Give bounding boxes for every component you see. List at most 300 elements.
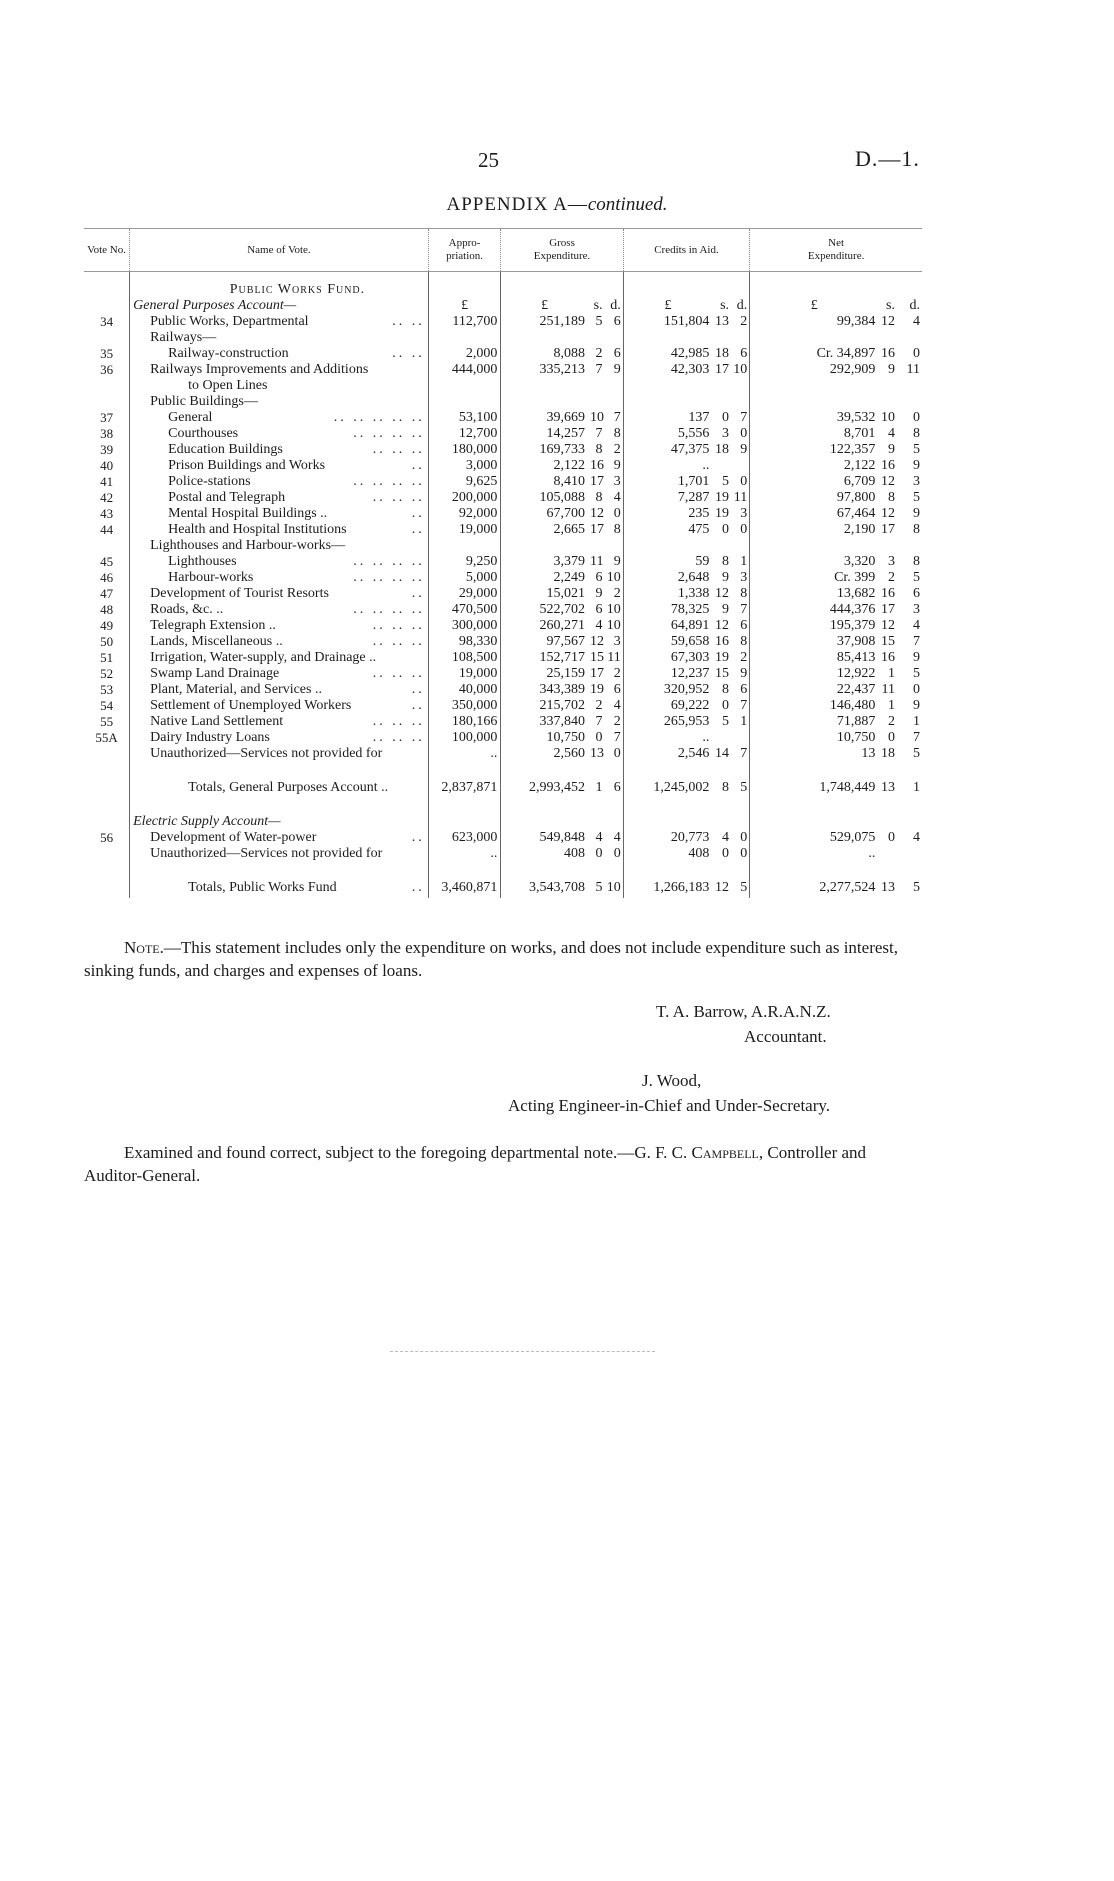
- gross-shillings: 17: [589, 474, 604, 489]
- vote-name-cell: [130, 778, 429, 798]
- net-pounds: 97,800: [750, 490, 879, 506]
- credits-shillings: [712, 378, 731, 394]
- net-pounds: 10,750: [750, 730, 879, 746]
- vote-name: Public Works, Departmental: [150, 314, 309, 329]
- table-row: [84, 538, 922, 554]
- leader-dots: .. .. ..: [372, 666, 425, 681]
- credits-shillings: 4: [722, 830, 730, 845]
- credits-pence: 5: [740, 880, 748, 895]
- vote-number: 47: [100, 586, 114, 601]
- vote-number: [84, 878, 130, 898]
- appropriation-value: 19,000: [428, 666, 501, 682]
- vote-number: 35: [100, 346, 114, 361]
- net-pence: 9: [913, 698, 920, 713]
- gross-shillings: 17: [589, 522, 604, 537]
- gross-shillings: [588, 330, 605, 346]
- leader-dots: ..: [411, 458, 425, 473]
- credits-pence: 10: [733, 362, 748, 377]
- net-shillings: 4: [887, 426, 895, 441]
- unit-net-pounds: £: [750, 298, 879, 314]
- net-pence: 5: [913, 442, 920, 457]
- vote-name-cell: [130, 634, 429, 650]
- net-shillings: 17: [880, 522, 895, 537]
- credits-pence: 0: [740, 522, 748, 537]
- vote-name-cell: [130, 602, 429, 618]
- vote-name: Native Land Settlement: [150, 714, 284, 729]
- credits-pence: 7: [740, 746, 748, 761]
- credits-pence: [731, 458, 750, 474]
- credits-shillings: 19: [715, 506, 730, 521]
- net-pounds: 39,532: [750, 410, 879, 426]
- leader-dots: .. .. ..: [372, 730, 425, 745]
- net-shillings: 10: [880, 410, 895, 425]
- units-row: [84, 298, 922, 314]
- table-row: [84, 714, 922, 730]
- gross-pounds: 260,271: [501, 618, 588, 634]
- gross-pounds: 3,379: [501, 554, 588, 570]
- gross-shillings: 11: [589, 554, 604, 569]
- credits-shillings: 16: [715, 634, 730, 649]
- leader-dots: .. .. .. ..: [353, 474, 425, 489]
- appropriation-value: 92,000: [428, 506, 501, 522]
- appropriation-value: 180,000: [428, 442, 501, 458]
- vote-name: Totals, Public Works Fund: [188, 880, 337, 895]
- leader-dots: .. .. ..: [372, 618, 425, 633]
- gross-pence: 10: [606, 618, 621, 633]
- net-shillings: 11: [881, 682, 895, 697]
- net-shillings: 13: [880, 880, 895, 895]
- vote-name: Totals, General Purposes Account ..: [188, 780, 389, 795]
- vote-name-cell: [130, 846, 429, 862]
- credits-shillings: 17: [715, 362, 730, 377]
- vote-number: 36: [100, 362, 114, 377]
- credits-pounds: 59,658: [623, 634, 712, 650]
- gross-pounds: [501, 394, 588, 410]
- credits-pounds: [623, 394, 712, 410]
- table-row: [84, 490, 922, 506]
- gross-pounds: 10,750: [501, 730, 588, 746]
- vote-name-cell: [130, 314, 429, 330]
- credits-shillings: 9: [722, 602, 730, 617]
- credits-pounds: 59: [623, 554, 712, 570]
- net-pounds: Cr. 399: [750, 570, 879, 586]
- table-row: [84, 394, 922, 410]
- gross-pence: 2: [613, 442, 621, 457]
- gross-pence: 6: [613, 682, 621, 697]
- gross-pence: 9: [613, 362, 621, 377]
- net-pence: 5: [913, 746, 920, 761]
- net-shillings: [878, 538, 897, 554]
- vote-name-cell: [130, 538, 429, 554]
- appendix-title-continued: continued.: [587, 194, 668, 215]
- gross-pence: [605, 394, 624, 410]
- spacer-row: [84, 862, 922, 878]
- gross-pence: 0: [613, 846, 621, 861]
- gross-pence: 0: [613, 746, 621, 761]
- credits-shillings: 13: [715, 314, 730, 329]
- credits-shillings: 18: [715, 346, 730, 361]
- vote-name: Irrigation, Water-supply, and Drainage ..: [150, 650, 377, 665]
- vote-name-cell: [130, 410, 429, 426]
- credits-shillings: 8: [722, 682, 730, 697]
- vote-name-cell: [130, 570, 429, 586]
- net-pounds: 146,480: [750, 698, 879, 714]
- gross-pence: [605, 330, 624, 346]
- net-pounds: [750, 330, 879, 346]
- table-row: [84, 378, 922, 394]
- credits-pounds: 42,985: [623, 346, 712, 362]
- gross-pounds: 8,088: [501, 346, 588, 362]
- net-shillings: [878, 394, 897, 410]
- vote-name: Police-stations: [168, 474, 251, 489]
- gross-pence: 10: [606, 880, 621, 895]
- credits-shillings: 3: [722, 426, 730, 441]
- vote-name: Unauthorized—Services not provided for: [150, 846, 383, 861]
- net-pounds: 37,908: [750, 634, 879, 650]
- credits-shillings: [712, 458, 731, 474]
- appropriation-value: 108,500: [428, 650, 501, 666]
- table-row: [84, 634, 922, 650]
- gross-shillings: 7: [595, 426, 603, 441]
- net-pounds: Cr. 34,897: [750, 346, 879, 362]
- net-pounds: 12,922: [750, 666, 879, 682]
- net-shillings: 12: [880, 314, 895, 329]
- gross-shillings: 9: [595, 586, 603, 601]
- net-pounds: 2,190: [750, 522, 879, 538]
- gross-shillings: [588, 538, 605, 554]
- net-pence: 8: [913, 554, 920, 569]
- gross-shillings: 0: [595, 846, 603, 861]
- net-pence: [897, 378, 922, 394]
- gross-shillings: 12: [589, 506, 604, 521]
- credits-shillings: 0: [722, 698, 730, 713]
- fund-title-row: [84, 282, 922, 298]
- gross-pounds: 335,213: [501, 362, 588, 378]
- credits-shillings: [712, 394, 731, 410]
- gross-shillings: 5: [595, 314, 603, 329]
- gross-pounds: 14,257: [501, 426, 588, 442]
- gross-shillings: 6: [595, 602, 603, 617]
- gross-pounds: 15,021: [501, 586, 588, 602]
- credits-pence: [731, 330, 750, 346]
- credits-pence: 8: [740, 586, 748, 601]
- credits-pence: 3: [740, 506, 748, 521]
- leader-dots: ..: [411, 522, 425, 537]
- net-pence: 0: [913, 346, 920, 361]
- vote-number: 49: [100, 618, 114, 633]
- leader-dots: .. .. .. ..: [353, 554, 425, 569]
- vote-name-cell: [130, 394, 429, 410]
- net-pounds: 13: [750, 746, 879, 762]
- credits-shillings: 19: [715, 650, 730, 665]
- table-body: [84, 272, 922, 899]
- gross-pounds: 2,665: [501, 522, 588, 538]
- vote-name-cell: [130, 474, 429, 490]
- vote-name-cell: [130, 330, 429, 346]
- vote-number: [84, 378, 130, 394]
- credits-shillings: 0: [722, 846, 730, 861]
- net-pounds: 99,384: [750, 314, 879, 330]
- auditor-name: G. F. C. Campbell,: [634, 1143, 764, 1162]
- table-row: [84, 830, 922, 846]
- appropriation-value: 100,000: [428, 730, 501, 746]
- gross-pounds: 8,410: [501, 474, 588, 490]
- gross-pounds: 2,122: [501, 458, 588, 474]
- net-pence: 5: [913, 880, 920, 895]
- credits-pounds: [623, 378, 712, 394]
- table-row: [84, 570, 922, 586]
- total-row-fund: [84, 878, 922, 898]
- vote-name: to Open Lines: [188, 378, 268, 393]
- unit-approp: £: [428, 298, 501, 314]
- vote-number: 52: [100, 666, 114, 681]
- vote-number: 40: [100, 458, 114, 473]
- credits-shillings: 9: [722, 570, 730, 585]
- gross-pounds: 549,848: [501, 830, 588, 846]
- gross-pounds: 215,702: [501, 698, 588, 714]
- net-pounds: [750, 538, 879, 554]
- net-pence: 0: [913, 682, 920, 697]
- vote-name: Lighthouses: [168, 554, 237, 569]
- credits-shillings: 8: [722, 780, 730, 795]
- net-pounds: 67,464: [750, 506, 879, 522]
- gross-pence: 10: [606, 570, 621, 585]
- gross-pence: 2: [613, 714, 621, 729]
- vote-number: 51: [100, 650, 114, 665]
- appropriation-value: 200,000: [428, 490, 501, 506]
- net-pence: 11: [906, 362, 920, 377]
- gross-pence: 6: [613, 346, 621, 361]
- vote-name: Public Buildings—: [150, 394, 258, 409]
- electric-account-heading: Electric Supply Account—: [133, 814, 281, 829]
- vote-name: Education Buildings: [168, 442, 283, 457]
- table-row: [84, 442, 922, 458]
- vote-number: [84, 538, 130, 554]
- table-row: [84, 522, 922, 538]
- gross-pounds: 522,702: [501, 602, 588, 618]
- net-pounds: 3,320: [750, 554, 879, 570]
- gross-shillings: 2: [595, 346, 603, 361]
- gross-pounds: 97,567: [501, 634, 588, 650]
- table-row: [84, 474, 922, 490]
- gross-pence: 2: [613, 666, 621, 681]
- vote-name: Mental Hospital Buildings ..: [168, 506, 328, 521]
- vote-name: Railway-construction: [168, 346, 289, 361]
- credits-pounds: 69,222: [623, 698, 712, 714]
- net-pence: 3: [913, 474, 920, 489]
- net-pence: 5: [913, 490, 920, 505]
- credits-pounds: 1,266,183: [623, 878, 712, 898]
- vote-name: Postal and Telegraph: [168, 490, 286, 505]
- vote-name: Telegraph Extension ..: [150, 618, 276, 633]
- vote-name: Courthouses: [168, 426, 239, 441]
- vote-name: Development of Tourist Resorts: [150, 586, 329, 601]
- gross-shillings: 4: [595, 618, 603, 633]
- table-row: [84, 362, 922, 378]
- appropriation-value: [428, 538, 501, 554]
- net-shillings: 1: [887, 698, 895, 713]
- credits-pence: 3: [740, 570, 748, 585]
- vote-number: 55A: [95, 730, 118, 745]
- credits-shillings: 15: [715, 666, 730, 681]
- credits-pence: 11: [733, 490, 748, 505]
- table-row: [84, 458, 922, 474]
- signature-engineer-name: J. Wood,: [642, 1071, 702, 1090]
- net-pence: 9: [913, 458, 920, 473]
- vote-name-cell: [130, 618, 429, 634]
- table-header-row: [84, 229, 922, 272]
- gross-pounds: 408: [501, 846, 588, 862]
- credits-shillings: 0: [722, 522, 730, 537]
- appropriation-value: [428, 394, 501, 410]
- vote-name-cell: [130, 746, 429, 762]
- gross-pence: 11: [607, 650, 621, 665]
- leader-dots: .. .. .. .. ..: [333, 410, 425, 425]
- gross-shillings: 6: [595, 570, 603, 585]
- credits-shillings: 5: [722, 474, 730, 489]
- gross-pence: 7: [613, 730, 621, 745]
- vote-name: Dairy Industry Loans: [150, 730, 270, 745]
- table-row: [84, 682, 922, 698]
- vote-number: 56: [100, 830, 114, 845]
- leader-dots: .. ..: [392, 314, 425, 329]
- credits-pence: [731, 538, 750, 554]
- net-shillings: 18: [880, 746, 895, 761]
- vote-name-cell: [130, 586, 429, 602]
- vote-name: Railways—: [150, 330, 217, 345]
- table-row: [84, 586, 922, 602]
- gross-pence: [605, 538, 624, 554]
- leader-dots: .. .. .. ..: [353, 570, 425, 585]
- gross-shillings: 7: [595, 714, 603, 729]
- gross-pounds: 251,189: [501, 314, 588, 330]
- gross-pounds: [501, 538, 588, 554]
- net-pounds: [750, 394, 879, 410]
- net-shillings: 2: [887, 714, 895, 729]
- net-shillings: 0: [887, 830, 895, 845]
- credits-pounds: 20,773: [623, 830, 712, 846]
- credits-pounds: 475: [623, 522, 712, 538]
- leader-dots: .. .. ..: [372, 714, 425, 729]
- net-pence: [897, 394, 922, 410]
- examined-text: Examined and found correct, subject to the foregoing departmental note.—: [124, 1143, 635, 1162]
- leader-dots: .. .. ..: [372, 490, 425, 505]
- table-row: [84, 426, 922, 442]
- table-row: [84, 666, 922, 682]
- credits-pence: [731, 730, 750, 746]
- gross-shillings: 8: [595, 442, 603, 457]
- appropriation-value: 98,330: [428, 634, 501, 650]
- net-pounds: 529,075: [750, 830, 879, 846]
- gross-pence: 4: [613, 698, 621, 713]
- vote-name: General: [168, 410, 213, 425]
- unit-credits-shillings: s.: [720, 298, 730, 313]
- gross-shillings: 0: [595, 730, 603, 745]
- vote-name: Roads, &c. ..: [150, 602, 224, 617]
- note-lead: Note.: [124, 938, 164, 957]
- net-pence: 8: [913, 522, 920, 537]
- net-shillings: 12: [880, 474, 895, 489]
- table-row: [84, 846, 922, 862]
- vote-name-cell: [130, 362, 429, 378]
- vote-name: Swamp Land Drainage: [150, 666, 280, 681]
- gross-shillings: 15: [589, 650, 604, 665]
- credits-pence: [731, 394, 750, 410]
- unit-credits-pence: d.: [736, 298, 748, 313]
- net-shillings: 9: [887, 362, 895, 377]
- signature-accountant-title: Accountant.: [744, 1027, 827, 1046]
- credits-pence: 1: [740, 714, 748, 729]
- vote-name-cell: [130, 650, 429, 666]
- credits-pence: 1: [740, 554, 748, 569]
- gross-shillings: 10: [589, 410, 604, 425]
- net-pence: 4: [913, 314, 920, 329]
- net-shillings: 9: [887, 442, 895, 457]
- net-pence: 3: [913, 602, 920, 617]
- credits-pounds: 67,303: [623, 650, 712, 666]
- net-shillings: [878, 846, 897, 862]
- signature-engineer-title: Acting Engineer-in-Chief and Under-Secretary.: [508, 1096, 831, 1115]
- vote-name: Lighthouses and Harbour-works—: [150, 538, 346, 553]
- spacer-row: [84, 798, 922, 814]
- vote-number: 43: [100, 506, 114, 521]
- table-row: [84, 618, 922, 634]
- note-text: —This statement includes only the expenditure on works, and does not include expenditure such as interest, sinking funds, and charges and expenses of loans.: [84, 938, 898, 980]
- appropriation-value: 112,700: [428, 314, 501, 330]
- vote-number: 41: [100, 474, 114, 489]
- credits-pounds: 2,546: [623, 746, 712, 762]
- vote-number: [84, 846, 130, 862]
- net-shillings: 13: [880, 780, 895, 795]
- gross-pence: 0: [613, 506, 621, 521]
- vote-number: 48: [100, 602, 114, 617]
- vote-number: 44: [100, 522, 114, 537]
- appropriation-value: 9,625: [428, 474, 501, 490]
- credits-pence: 2: [740, 314, 748, 329]
- vote-number: [84, 330, 130, 346]
- gross-pence: 9: [613, 458, 621, 473]
- appropriation-value: 180,166: [428, 714, 501, 730]
- credits-pounds: ..: [623, 458, 712, 474]
- table-row: [84, 346, 922, 362]
- credits-pence: 2: [740, 650, 748, 665]
- leader-dots: .. .. .. ..: [353, 426, 425, 441]
- leader-dots: .. .. .. ..: [353, 602, 425, 617]
- gross-shillings: 12: [589, 634, 604, 649]
- credits-pence: 6: [740, 618, 748, 633]
- credits-pence: [731, 378, 750, 394]
- col-credits: Credits in Aid.: [623, 229, 750, 272]
- appropriation-value: 3,460,871: [428, 878, 501, 898]
- table-row: [84, 602, 922, 618]
- credits-pounds: 47,375: [623, 442, 712, 458]
- votes-table: [84, 228, 922, 898]
- vote-name-cell: [130, 682, 429, 698]
- signature-accountant-name: T. A. Barrow, A.R.A.N.Z.: [656, 1002, 831, 1021]
- total-row-general: [84, 778, 922, 798]
- credits-pounds: 7,287: [623, 490, 712, 506]
- leader-dots: ..: [411, 830, 425, 845]
- net-pounds: 2,122: [750, 458, 879, 474]
- credits-shillings: [712, 538, 731, 554]
- leader-dots: .. ..: [392, 346, 425, 361]
- net-shillings: 16: [880, 586, 895, 601]
- vote-name-cell: [130, 458, 429, 474]
- vote-name: Health and Hospital Institutions: [168, 522, 347, 537]
- gross-shillings: 4: [595, 830, 603, 845]
- vote-name: Settlement of Unemployed Workers: [150, 698, 352, 713]
- leader-dots: ..: [411, 698, 425, 713]
